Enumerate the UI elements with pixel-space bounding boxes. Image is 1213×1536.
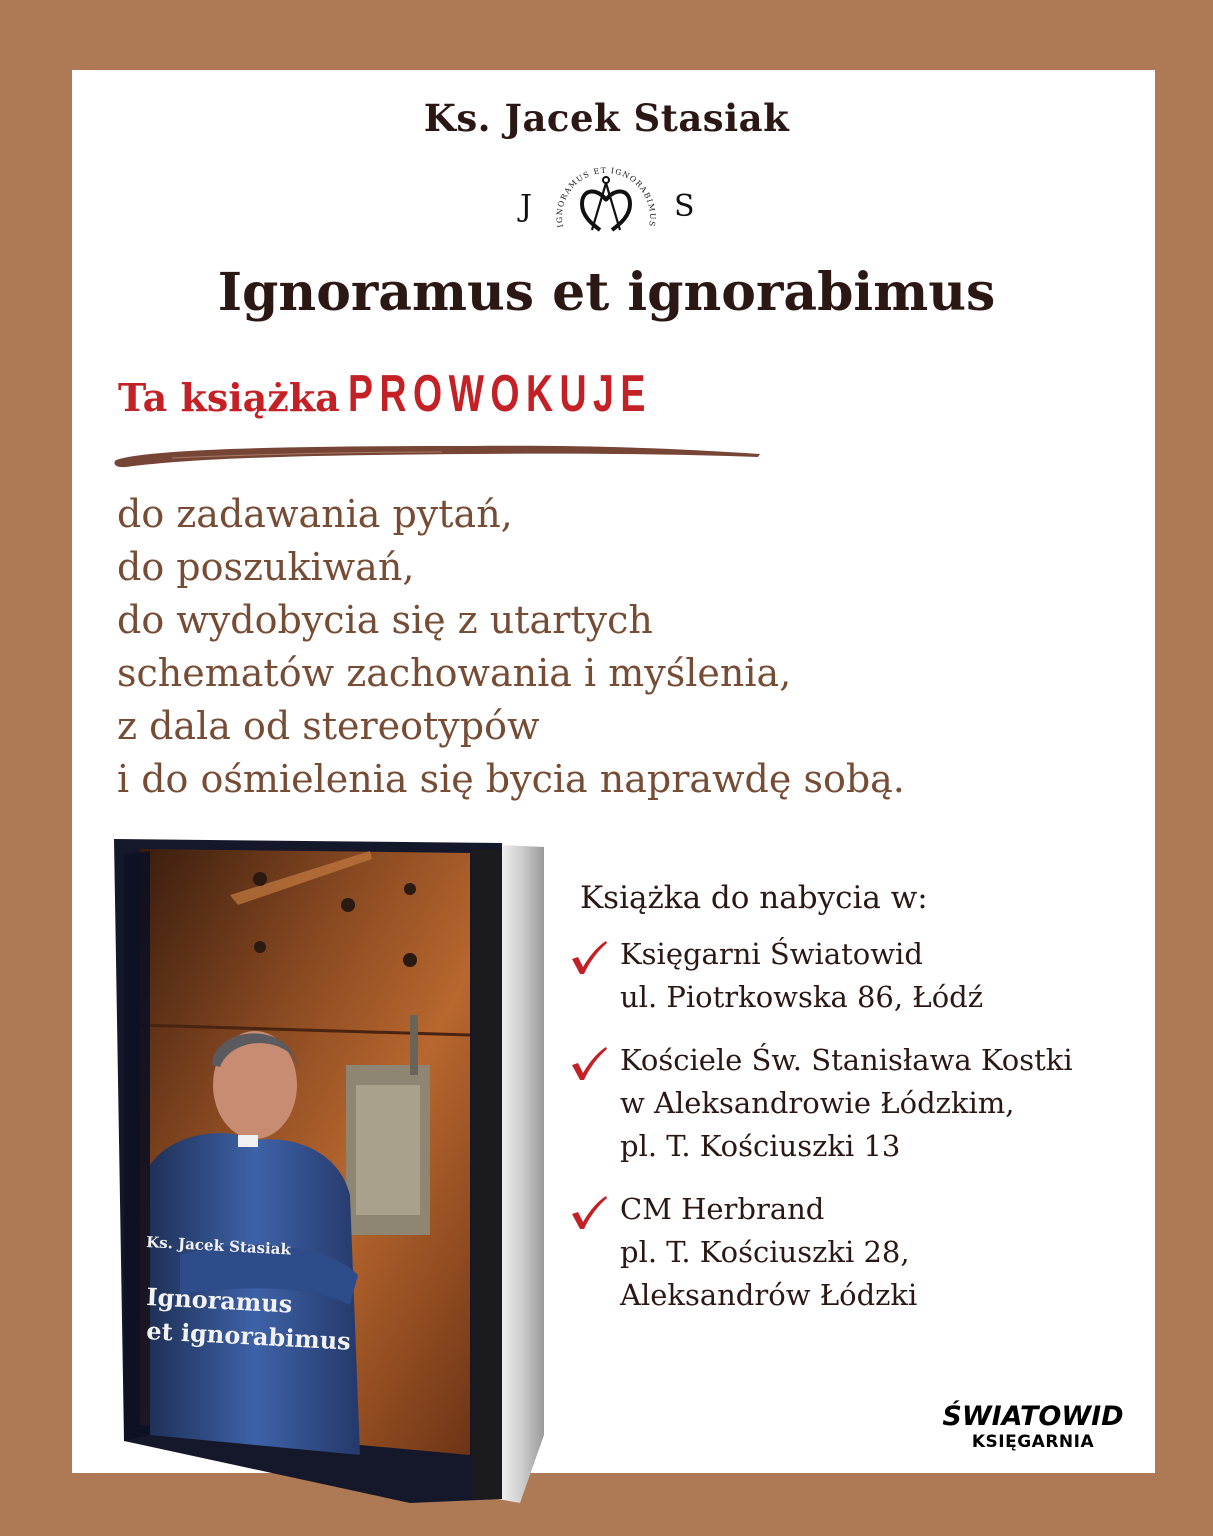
description-line: do poszukiwań, <box>117 545 415 589</box>
book-title: Ignoramus et ignorabimus <box>217 262 996 323</box>
logo-letter-s: S <box>674 189 695 224</box>
shop-item <box>580 933 1073 1019</box>
shop-item <box>580 1039 1073 1168</box>
swiatowid-bookstore-logo <box>928 1402 1138 1462</box>
shop-name: Księgarni Światowid <box>620 937 923 971</box>
availability-title: Książka do nabycia w: <box>580 880 928 916</box>
brush-underline <box>112 440 764 468</box>
description-line: i do ośmielenia się bycia naprawdę sobą. <box>117 757 905 801</box>
availability-section <box>580 880 1073 1337</box>
shop-address: Aleksandrów Łódzki <box>620 1278 918 1312</box>
shop-name: CM Herbrand <box>620 1192 825 1226</box>
compass-hearts-icon <box>582 177 630 230</box>
description-line: do zadawania pytań, <box>117 492 513 536</box>
checkmark-icon <box>568 939 608 975</box>
author-name: Ks. Jacek Stasiak <box>423 96 790 140</box>
checkmark-icon <box>568 1045 608 1081</box>
tagline <box>118 364 770 424</box>
cover-author: Ks. Jacek Stasiak <box>145 1233 292 1259</box>
logo-subtitle: KSIĘGARNIA <box>971 1432 1095 1452</box>
tagline-lead: Ta książka <box>118 375 340 420</box>
logo-arc-text: IGNORAMUS ET IGNORABIMUS <box>554 165 658 229</box>
monogram-logo <box>506 152 706 244</box>
cover-title-line1: Ignoramus <box>145 1282 294 1319</box>
description-line: do wydobycia się z utartych <box>117 598 653 642</box>
tagline-emphasis: PROWOKUJE <box>347 365 652 423</box>
shop-item <box>580 1188 1073 1317</box>
checkmark-icon <box>568 1194 608 1230</box>
description-line: schematów zachowania i myślenia, <box>117 651 792 695</box>
description-line: z dala od stereotypów <box>117 704 540 748</box>
book-cover-image <box>110 835 550 1503</box>
shop-address: ul. Piotrkowska 86, Łódź <box>620 980 984 1014</box>
shop-name: Kościele Św. Stanisława Kostki <box>620 1043 1073 1077</box>
logo-letter-j: J <box>520 189 533 224</box>
shop-address: pl. T. Kościuszki 13 <box>620 1129 901 1163</box>
shop-address: pl. T. Kościuszki 28, <box>620 1235 910 1269</box>
description <box>117 488 905 806</box>
cover-title-line2: et ignorabimus <box>145 1316 352 1356</box>
logo-name: ŚWIATOWID <box>942 1401 1124 1432</box>
shop-address: w Aleksandrowie Łódzkim, <box>620 1086 1015 1120</box>
